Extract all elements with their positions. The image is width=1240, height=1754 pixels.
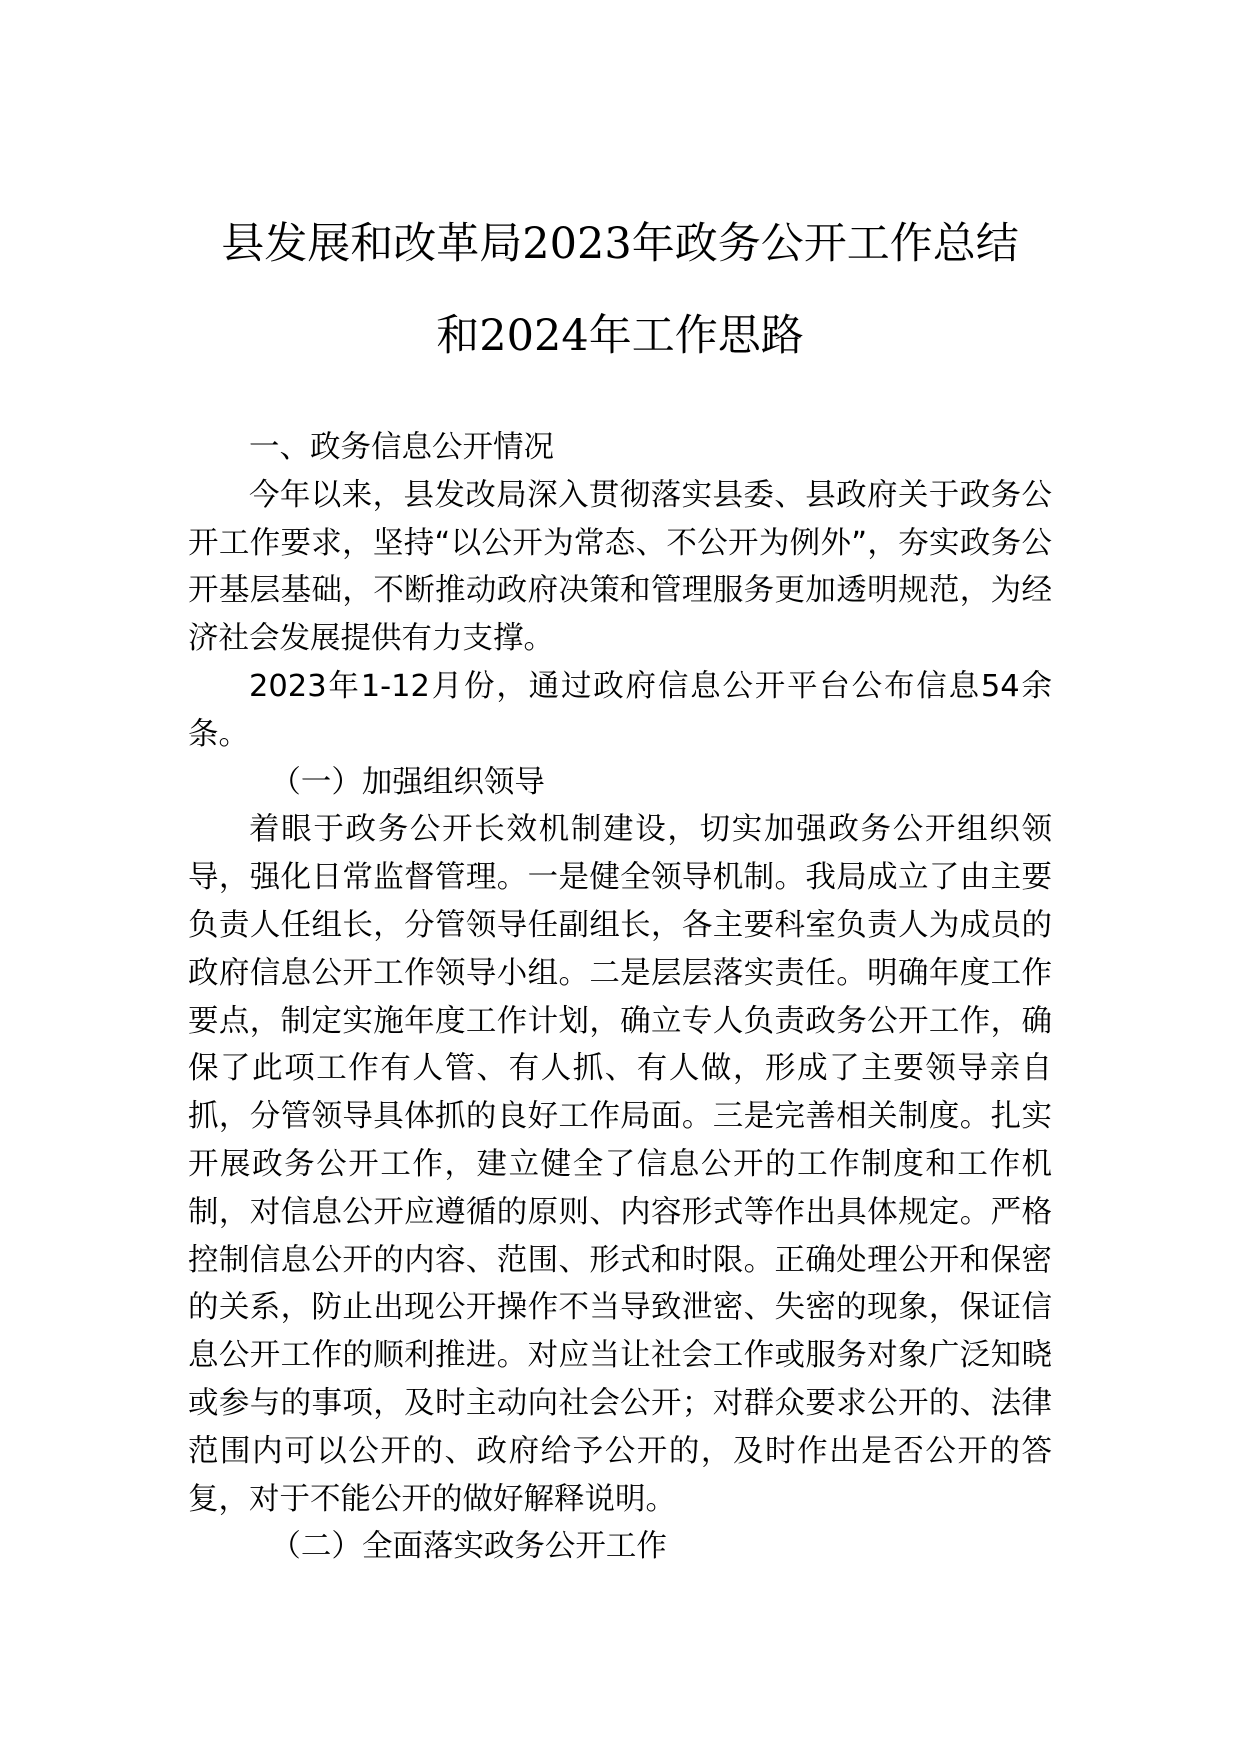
subsection-heading: （二）全面落实政务公开工作 bbox=[270, 1529, 667, 1565]
body-paragraph: 今年以来，县发改局深入贯彻落实县委、县政府关于政务公开工作要求，坚持“以公开为常态、不公开为例外”，夯实政务公开基层基础，不断推动政府决策和管理服务更加透明规范，为经济社会发展提供有力支撑。 bbox=[188, 477, 1052, 657]
subsection-heading: （一）加强组织领导 bbox=[270, 764, 545, 800]
document-body bbox=[188, 424, 1052, 1571]
document-title-line-2: 和2024年工作思路 bbox=[436, 311, 804, 361]
body-paragraph: 2023年1-12月份，通过政府信息公开平台公布信息54余条。 bbox=[188, 668, 1052, 752]
document-title-line-1: 县发展和改革局2023年政务公开工作总结 bbox=[221, 219, 1019, 269]
body-paragraph: 着眼于政务公开长效机制建设，切实加强政务公开组织领导，强化日常监督管理。一是健全领导机制。我局成立了由主要负责人任组长，分管领导任副组长，各主要科室负责人为成员的政府信息公开工作领导小组。二是层层落实责任。明确年度工作要点，制定实施年度工作计划，确立专人负责政务公开工作，确保了此项工作有人管、有人抓、有人做，形成了主要领导亲自抓，分管领导具体抓的良好工作局面。三是完善相关制度。扎实开展政务公开工作，建立健全了信息公开的工作制度和工作机制，对信息公开应遵循的原则、内容形式等作出具体规定。严格控制信息公开的内容、范围、形式和时限。正确处理公开和保密的关系，防止出现公开操作不当导致泄密、失密的现象，保证信息公开工作的顺利推进。对应当让社会工作或服务对象广泛知晓或参与的事项，及时主动向社会公开；对群众要求公开的、法律范围内可以公开的、政府给予公开的，及时作出是否公开的答复，对于不能公开的做好解释说明。 bbox=[188, 812, 1052, 1517]
section-heading: 一、政务信息公开情况 bbox=[249, 430, 554, 465]
